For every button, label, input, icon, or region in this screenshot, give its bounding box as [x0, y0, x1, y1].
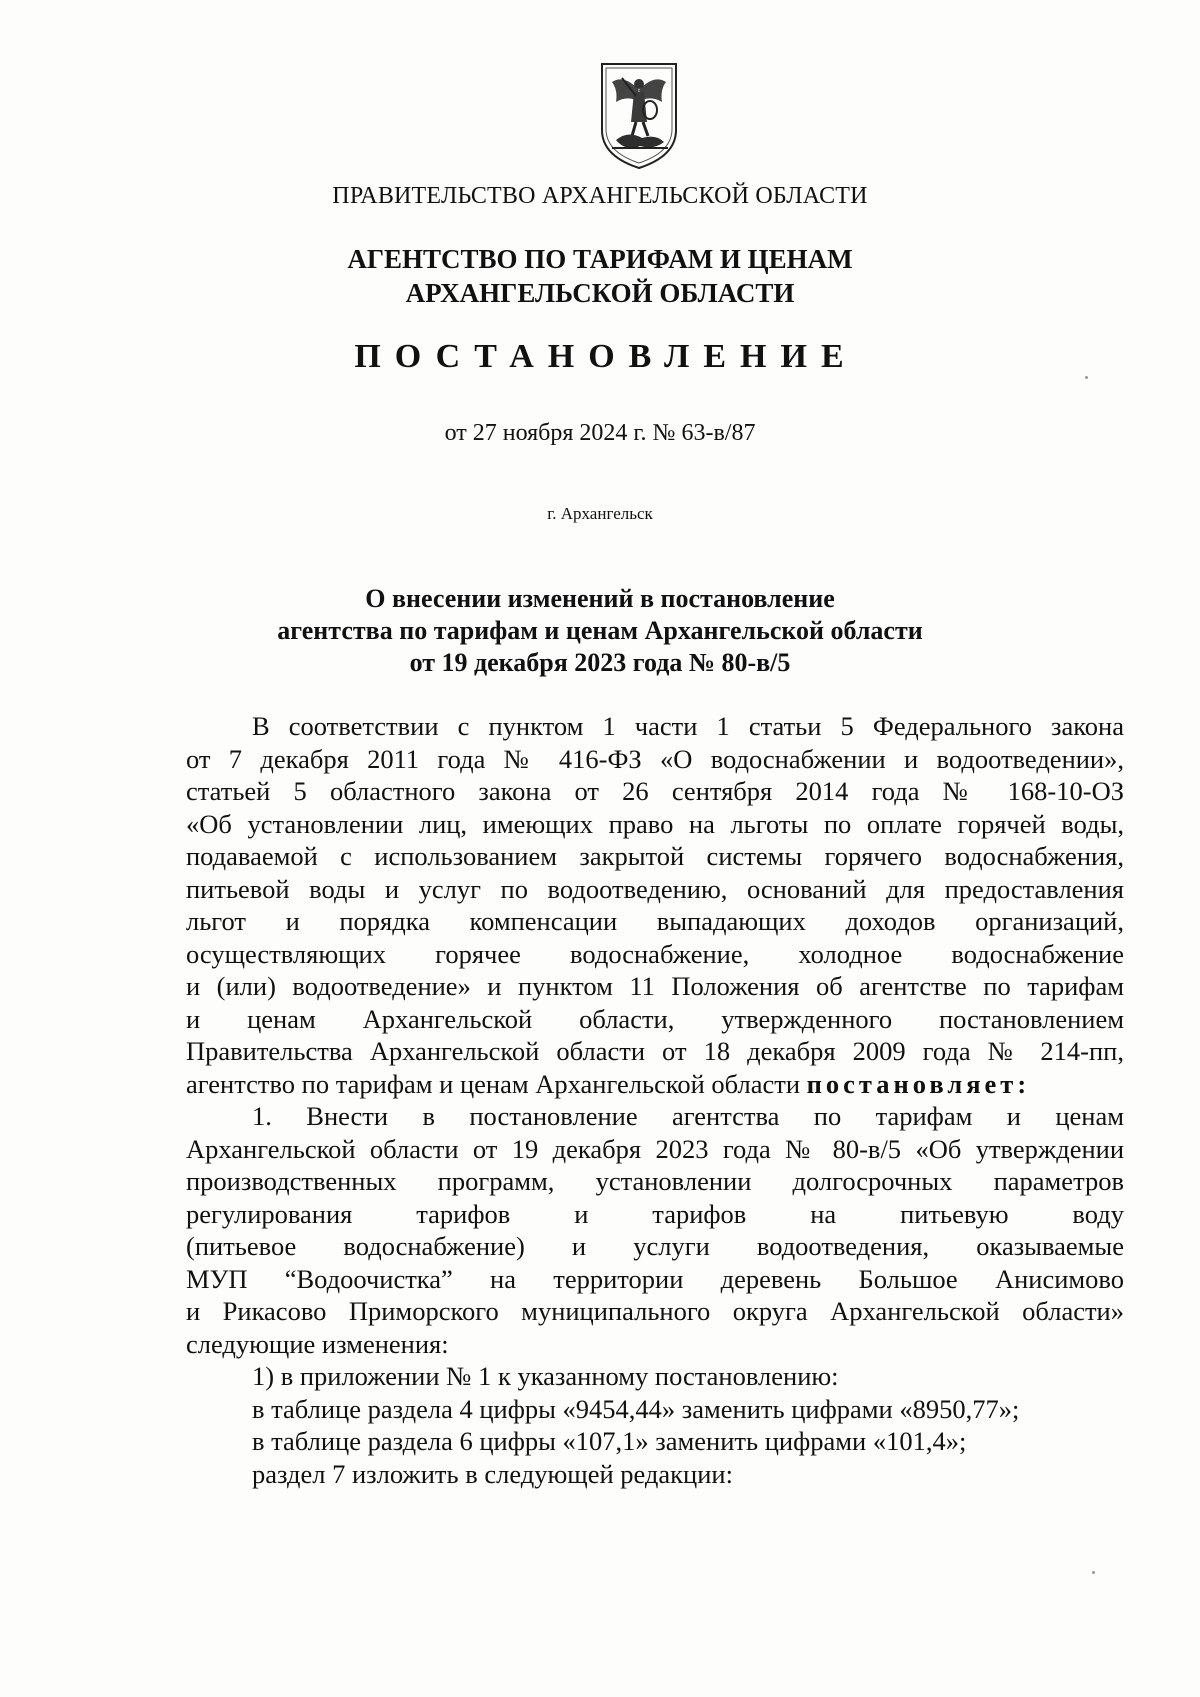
item1-line: МУП “Водоочистка” на территории деревень Большое Анисимово — [186, 1263, 1124, 1294]
coat-of-arms-emblem — [598, 60, 680, 172]
agency-name — [0, 242, 1200, 310]
subject-line2: агентства по тарифам и ценам Архангельской области — [277, 616, 923, 645]
item1-line: Архангельской области от 19 декабря 2023 года № 80-в/5 «Об утверждении — [186, 1133, 1124, 1164]
preamble-paragraph — [186, 710, 1124, 1100]
item1-line: производственных программ, установлении долгосрочных параметров — [186, 1166, 1124, 1196]
subject-line1: О внесении изменений в постановление — [365, 584, 835, 613]
change-item: 1) в приложении № 1 к указанному постановлению: — [252, 1361, 839, 1391]
preamble-last-line — [186, 1068, 1124, 1101]
preamble-line: осуществляющих горячее водоснабжение, холодное водоснабжение — [186, 938, 1124, 969]
document-body — [186, 710, 1124, 1490]
item1-line: (питьевое водоснабжение) и услуги водоотведения, оказываемые — [186, 1231, 1124, 1261]
item1-last-line: следующие изменения: — [186, 1328, 449, 1359]
document-city: г. Архангельск — [547, 504, 653, 523]
preamble-line: питьевой воды и услуг по водоотведению, оснований для предоставления — [186, 873, 1124, 904]
preamble-line: и (или) водоотведение» и пунктом 11 Положения об агентстве по тарифам — [186, 971, 1124, 1001]
preamble-line: В соответствии с пунктом 1 части 1 статьи 5 Федерального закона — [252, 711, 1124, 741]
change-item: раздел 7 изложить в следующей редакции: — [252, 1458, 733, 1489]
agency-name-line2: АРХАНГЕЛЬСКОЙ ОБЛАСТИ — [405, 278, 795, 308]
item1-line: и Рикасово Приморского муниципального округа Архангельской области» — [186, 1296, 1124, 1326]
preamble-line: Правительства Архангельской области от 18 декабря 2009 года № 214-пп, — [186, 1036, 1124, 1066]
preamble-line: от 7 декабря 2011 года № 416-ФЗ «О водоснабжении и водоотведении», — [186, 743, 1124, 774]
preamble-last-text: агентство по тарифам и ценам Архангельской области — [186, 1068, 807, 1099]
preamble-line: и ценам Архангельской области, утвержденного постановлением — [186, 1003, 1124, 1034]
item1-line: 1. Внести в постановление агентства по тарифам и ценам — [252, 1101, 1124, 1131]
preamble-line: подаваемой с использованием закрытой системы горячего водоснабжения, — [186, 841, 1124, 871]
document-subject — [0, 583, 1200, 679]
change-item: в таблице раздела 6 цифры «107,1» заменить цифрами «101,4»; — [252, 1426, 967, 1456]
item-1-paragraph — [186, 1100, 1124, 1360]
resolves-word: постановляет: — [806, 1068, 1031, 1099]
document-date-number: от 27 ноября 2024 г. № 63-в/87 — [444, 420, 756, 446]
scan-speck — [1092, 1571, 1095, 1574]
item1-line: регулирования тарифов и тарифов на питьевую воду — [186, 1198, 1124, 1229]
preamble-line: «Об установлении лиц, имеющих право на льготы по оплате горячей воды, — [186, 808, 1124, 839]
preamble-line: статьей 5 областного закона от 26 сентября 2014 года № 168-10-ОЗ — [186, 776, 1124, 806]
scan-speck — [1085, 376, 1088, 379]
agency-name-line1: АГЕНТСТВО ПО ТАРИФАМ И ЦЕНАМ — [347, 244, 853, 274]
change-item: в таблице раздела 4 цифры «9454,44» заменить цифрами «8950,77»; — [252, 1393, 1020, 1424]
government-name: ПРАВИТЕЛЬСТВО АРХАНГЕЛЬСКОЙ ОБЛАСТИ — [332, 183, 868, 209]
document-type-title: ПОСТАНОВЛЕНИЕ — [354, 338, 858, 375]
preamble-line: льгот и порядка компенсации выпадающих доходов организаций, — [186, 906, 1124, 936]
subject-line3: от 19 декабря 2023 года № 80-в/5 — [409, 648, 791, 677]
